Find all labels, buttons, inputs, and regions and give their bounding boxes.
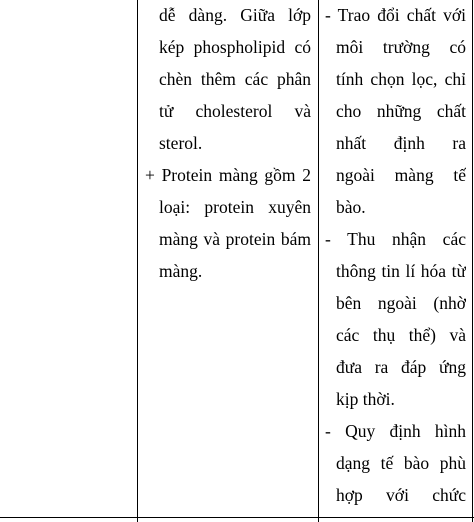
text-line: - Trao đổi chất với <box>325 5 466 25</box>
text-line: kịp thời. <box>336 389 395 409</box>
text-line: bên ngoài (nhờ <box>336 293 466 313</box>
text-line: cho những chất <box>336 101 466 121</box>
text-line: đưa ra đáp ứng <box>336 357 466 377</box>
table-border-bottom <box>0 517 474 518</box>
table-border-left <box>137 0 138 522</box>
text-line: ngoài màng tế <box>336 165 466 185</box>
text-line: tử cholesterol và <box>159 101 311 121</box>
text-line: kép phospholipid có <box>159 37 311 57</box>
text-line: các thụ thể) và <box>336 325 466 345</box>
text-line: + Protein màng gồm 2 <box>145 165 311 185</box>
text-line: màng. <box>159 261 203 281</box>
table-border-right <box>472 0 473 522</box>
text-line: môi trường có <box>336 37 466 57</box>
text-line: sterol. <box>159 133 203 153</box>
table-border-middle <box>318 0 319 522</box>
text-line: - Quy định hình <box>325 421 466 441</box>
text-line: màng và protein bám <box>159 229 311 249</box>
text-line: - Thu nhận các <box>325 229 466 249</box>
text-line: loại: protein xuyên <box>159 197 311 217</box>
text-line: bào. <box>336 197 366 217</box>
text-line: dạng tế bào phù <box>336 453 466 473</box>
text-line: thông tin lí hóa từ <box>336 261 466 281</box>
text-line: nhất định ra <box>336 133 466 153</box>
text-line: chèn thêm các phân <box>159 69 311 89</box>
text-line: tính chọn lọc, chỉ <box>336 69 466 89</box>
text-line: dễ dàng. Giữa lớp <box>159 5 311 25</box>
text-line: hợp với chức <box>336 485 466 505</box>
